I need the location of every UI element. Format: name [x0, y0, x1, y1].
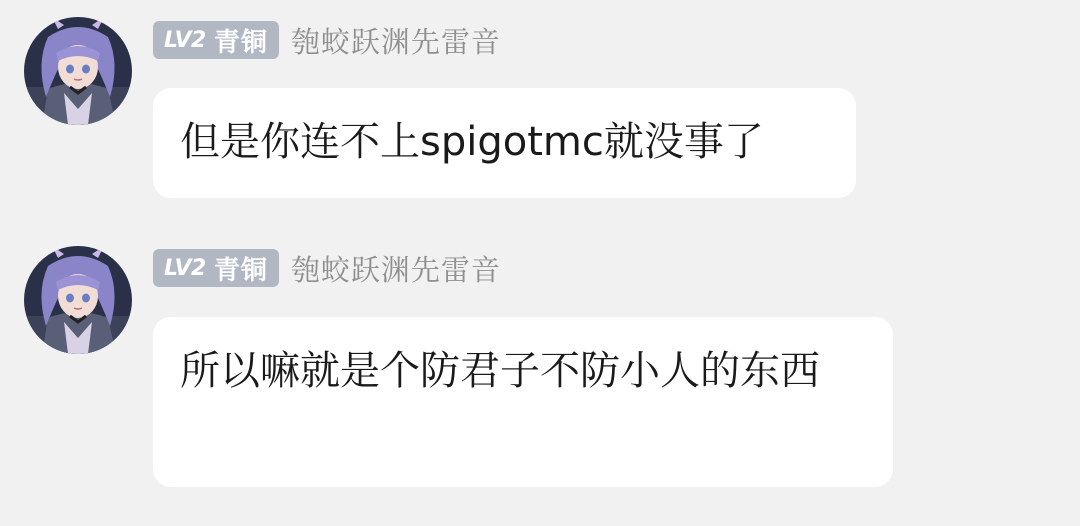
user-meta	[153, 21, 501, 59]
user-nickname[interactable]: 匏蛟跃渊先雷音	[290, 24, 501, 59]
rank-label: 青铜	[213, 27, 268, 58]
user-nickname[interactable]: 匏蛟跃渊先雷音	[290, 252, 501, 287]
rank-label: 青铜	[213, 255, 268, 286]
level-badge	[153, 249, 279, 287]
level-badge	[153, 21, 279, 59]
avatar-image	[24, 17, 132, 125]
user-meta	[153, 249, 501, 287]
message-bubble[interactable]: 但是你连不上spigotmc就没事了	[153, 88, 856, 198]
level-label: LV2	[164, 27, 206, 53]
user-avatar[interactable]	[24, 17, 132, 125]
avatar-image	[24, 246, 132, 354]
message-bubble[interactable]: 所以嘛就是个防君子不防小人的东西	[153, 317, 893, 487]
user-avatar[interactable]	[24, 246, 132, 354]
level-label: LV2	[164, 255, 206, 281]
